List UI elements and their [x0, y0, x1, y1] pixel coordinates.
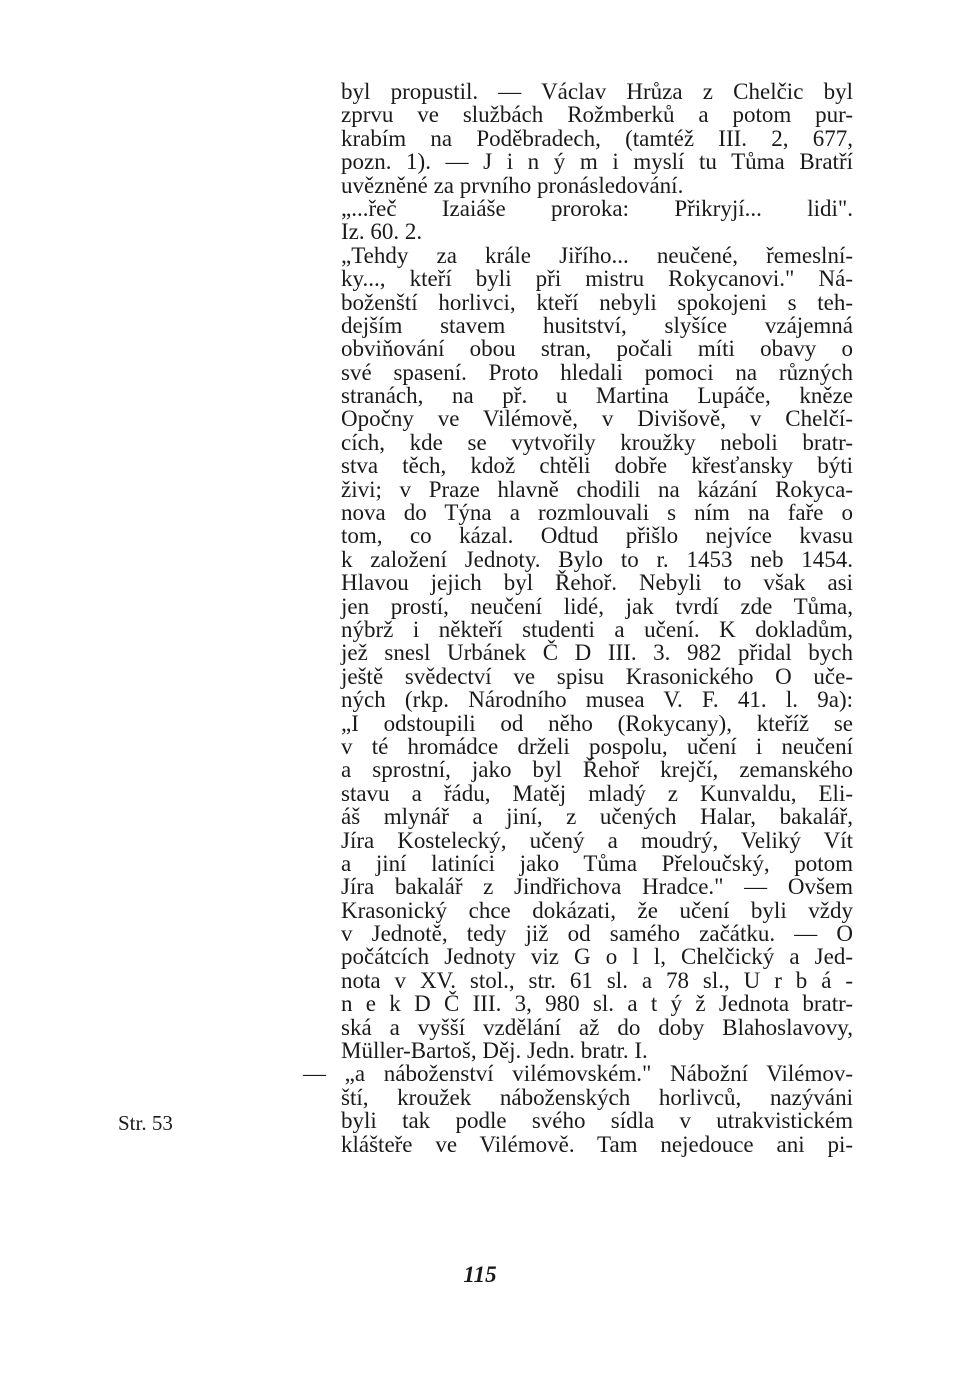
text-line: a sprostní, jako byl Řehoř krejčí, zemanského	[341, 757, 853, 783]
text-line: „Tehdy za krále Jiřího... neučené, řemeslní-	[341, 242, 853, 268]
text-line: Müller-Bartoš, Děj. Jedn. bratr. I.	[341, 1038, 648, 1064]
text-line: klášteře ve Vilémově. Tam nejedouce ani pi-	[341, 1131, 853, 1157]
text-line: Opočny ve Vilémově, v Divišově, v Chelčí-	[341, 406, 853, 432]
text-line: n e k D Č III. 3, 980 sl. a t ý ž Jednota bratr-	[341, 991, 853, 1017]
text-line: áš mlynář a jiní, z učených Halar, bakalář,	[341, 804, 853, 830]
text-line: „...řeč Izaiáše proroka: Přikryjí... lidi".	[341, 195, 853, 221]
text-line: nýbrž i někteří studenti a učení. K dokladům,	[341, 616, 853, 642]
text-line: stva těch, kdož chtěli dobře křesťansky býti	[341, 453, 853, 479]
text-line: živi; v Praze hlavně chodili na kázání Rokyca-	[341, 476, 853, 502]
text-line: stavu a řádu, Matěj mladý z Kunvaldu, Eli-	[341, 780, 853, 806]
text-line: uvězněné za prvního pronásledování.	[341, 172, 684, 198]
text-line: byl propustil. — Václav Hrůza z Chelčic byl	[341, 79, 853, 104]
text-line: byli tak podle svého sídla v utrakvistickém	[341, 1108, 853, 1134]
text-line: nova do Týna a rozmlouvali s ním na faře o	[341, 500, 853, 526]
text-line: k založení Jednoty. Bylo to r. 1453 neb 1454.	[341, 546, 853, 572]
text-line: ky..., kteří byli při mistru Rokycanovi." Ná-	[341, 266, 853, 292]
text-line: cích, kde se vytvořily kroužky neboli bratr-	[341, 429, 853, 455]
text-line: obviňování obou stran, počali míti obavy o	[341, 336, 853, 362]
text-line: a jiní latiníci jako Tůma Přeloučský, potom	[341, 850, 853, 876]
text-line: Krasonický chce dokázati, že učení byli vždy	[341, 897, 853, 923]
margin-page-reference: Str. 53	[118, 1111, 173, 1135]
text-line: „I odstoupili od něho (Rokycany), kteříž se	[341, 710, 853, 736]
text-line: jen prostí, neučení lidé, jak tvrdí zde Tůma,	[341, 593, 853, 619]
text-line: dejším stavem husitství, slyšíce vzájemná	[341, 312, 853, 338]
text-line: stranách, na př. u Martina Lupáče, kněze	[341, 383, 853, 409]
text-line: pozn. 1). — J i n ý m i myslí tu Tůma Bratří	[341, 149, 853, 175]
text-line: ská a vyšší vzdělání až do doby Blahoslavovy,	[341, 1014, 853, 1040]
text-line: své spasení. Proto hledali pomoci na různých	[341, 359, 853, 385]
commentary-text	[303, 79, 853, 1157]
text-line: Hlavou jejich byl Řehoř. Nebyli to však asi	[341, 570, 853, 596]
text-line: Iz. 60. 2.	[341, 219, 423, 245]
text-line: Jíra bakalář z Jindřichova Hradce." — Ovšem	[341, 874, 853, 900]
text-line: počátcích Jednoty viz G o l l, Chelčický a Jed-	[341, 944, 853, 970]
text-line: — „a náboženství vilémovském." Nábožní Vilémov-	[303, 1061, 853, 1087]
text-line: ještě svědectví ve spisu Krasonického O uče-	[341, 663, 853, 689]
text-line: v Jednotě, tedy již od samého začátku. — O	[341, 921, 853, 947]
text-line: tom, co kázal. Odtud přišlo nejvíce kvasu	[341, 523, 853, 549]
text-line: zprvu ve službách Rožmberků a potom pur-	[341, 102, 853, 128]
page-number: 115	[463, 1262, 497, 1287]
text-line: ných (rkp. Národního musea V. F. 41. l. 9a):	[341, 687, 853, 713]
text-line: nota v XV. stol., str. 61 sl. a 78 sl., U r b á -	[341, 967, 853, 993]
text-line: v té hromádce drželi pospolu, učení i neučení	[341, 733, 853, 759]
text-line: Jíra Kostelecký, učený a moudrý, Veliký Vít	[341, 827, 853, 853]
text-line: ští, kroužek náboženských horlivců, nazýváni	[341, 1084, 853, 1110]
text-line: boženští horlivci, kteří nebyli spokojeni s teh-	[341, 289, 853, 315]
text-line: jež snesl Urbánek Č D III. 3. 982 přidal bych	[341, 640, 853, 666]
text-line: krabím na Poděbradech, (tamtéž III. 2, 677,	[341, 125, 853, 151]
